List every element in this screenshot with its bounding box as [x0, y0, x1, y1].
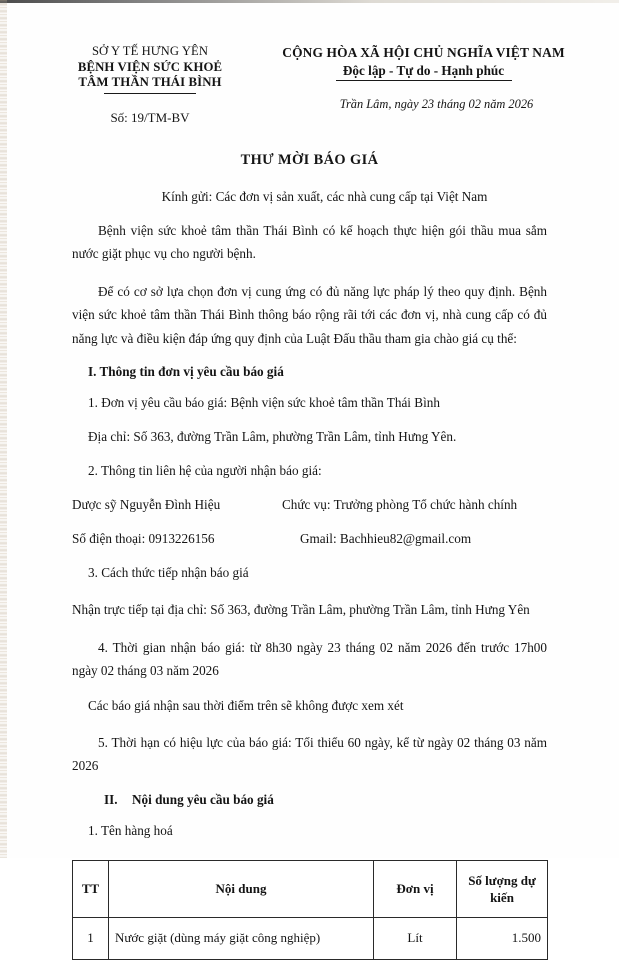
contact-name-position-row: [72, 493, 547, 516]
table-row: [73, 917, 548, 959]
contact-phone-email-row: [72, 527, 547, 550]
section-2-item-1: 1. Tên hàng hoá: [88, 822, 173, 838]
national-motto: Độc lập - Tự do - Hạnh phúc: [342, 63, 505, 78]
place-and-date: Trần Lâm, ngày 23 tháng 02 năm 2026: [339, 97, 534, 112]
column-header-soluong: Số lượng dự kiến: [457, 860, 548, 917]
country-name: CỘNG HÒA XÃ HỘI CHỦ NGHĨA VIỆT NAM: [282, 45, 565, 60]
document-body: [0, 219, 619, 842]
section-1-title: Thông tin đơn vị yêu cầu báo giá: [99, 364, 284, 380]
column-header-noidung: Nội dung: [109, 860, 374, 917]
section-1-item-4-note: Các báo giá nhận sau thời điểm trên sẽ không được xem xét: [88, 697, 404, 713]
cell-donvi: Lít: [374, 917, 457, 959]
contact-email: Gmail: Bachhieu82@gmail.com: [300, 531, 472, 547]
header-right-underline: [336, 80, 512, 81]
section-2-numeral: II.: [104, 791, 118, 807]
document-title: THƯ MỜI BÁO GIÁ: [240, 151, 379, 168]
document-number: Số: 19/TM-BV: [110, 109, 190, 125]
section-1-address: Địa chỉ: Số 363, đường Trần Lâm, phường Trần Lâm, tỉnh Hưng Yên.: [88, 429, 457, 445]
contact-person-position: Chức vụ: Trưởng phòng Tổ chức hành chính: [282, 497, 518, 513]
hospital-name-line2: TÂM THẦN THÁI BÌNH: [78, 75, 222, 89]
section-1-numeral: I.: [88, 364, 97, 380]
column-header-tt: TT: [73, 860, 109, 917]
header-left-underline: [104, 93, 196, 94]
section-1-heading: [72, 364, 547, 380]
section-1-item-3: 3. Cách thức tiếp nhận báo giá: [88, 565, 249, 581]
section-1-item-3-detail: Nhận trực tiếp tại địa chỉ: Số 363, đường Trần Lâm, phường Trần Lâm, tỉnh Hưng Yên: [72, 602, 530, 618]
table-header-row: [73, 860, 548, 917]
paragraph-intro: Bệnh viện sức khoẻ tâm thần Thái Bình có kế hoạch thực hiện gói thầu mua sắm nước giặt phục vụ cho người bệnh.: [72, 222, 547, 262]
column-header-donvi: Đơn vị: [374, 860, 457, 917]
contact-person-name: Dược sỹ Nguyễn Đình Hiệu: [72, 497, 221, 513]
contact-phone: Số điện thoại: 0913226156: [72, 531, 215, 547]
section-2-heading: [72, 792, 547, 808]
section-1-item-4: 4. Thời gian nhận báo giá: từ 8h30 ngày 23 tháng 02 năm 2026 đến trước 17h00 ngày 02 tháng 03 năm 2026: [72, 639, 547, 679]
goods-table: [72, 860, 548, 960]
cell-tt: 1: [73, 917, 109, 959]
national-heading-block: [264, 44, 583, 126]
recipient-line: Kính gửi: Các đơn vị sản xuất, các nhà cung cấp tại Việt Nam: [161, 188, 488, 204]
section-1-item-5: 5. Thời hạn có hiệu lực của báo giá: Tối thiểu 60 ngày, kể từ ngày 02 tháng 03 năm 2026: [72, 734, 547, 774]
section-2-title: Nội dung yêu cầu báo giá: [132, 791, 274, 807]
goods-table-wrapper: [0, 860, 619, 960]
cell-soluong: 1.500: [457, 917, 548, 959]
paragraph-purpose: Để có cơ sở lựa chọn đơn vị cung ứng có đủ năng lực pháp lý theo quy định. Bệnh viện sức khoẻ tâm thần Thái Bình thông báo rộng rãi tới các đơn vị, nhà cung cấp có đủ năng lực và điều kiện đáp ứng quy định của Luật Đấu thầu tham gia chào giá cụ thể:: [72, 283, 547, 346]
issuing-authority-block: [36, 44, 264, 126]
document-header: [0, 0, 619, 126]
hospital-name-line1: BỆNH VIỆN SỨC KHOẺ: [77, 59, 223, 74]
cell-noidung: Nước giặt (dùng máy giặt công nghiệp): [109, 917, 374, 959]
department-name: SỞ Y TẾ HƯNG YÊN: [91, 44, 209, 58]
section-1-item-2: 2. Thông tin liên hệ của người nhận báo giá:: [88, 463, 322, 479]
section-1-item-1: 1. Đơn vị yêu cầu báo giá: Bệnh viện sức khoẻ tâm thần Thái Bình: [88, 395, 440, 411]
